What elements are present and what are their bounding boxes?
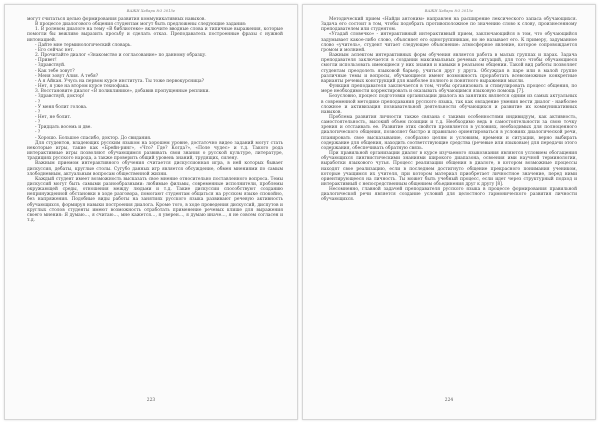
paragraph: - ? xyxy=(35,120,41,126)
paragraph: - Хорошо. Большое спасибо, доктор. До свидания. xyxy=(35,135,152,141)
paragraph: В процессе диалогового общения студентам могут быть предложены следующие задания: xyxy=(35,22,247,28)
paragraph: Методический прием «Найди антоним» направлен на расширение лексического запаса обучающихся. Задача его состоит в том, чтобы подобрать противоположное по значению слово к слову, произнесенному преподавателем или студентом. xyxy=(321,17,577,33)
paragraph: При правильной организации диалог в курсе изучаемого языкознания являются условием обогащения обучающихся лингвистическими знаниями широкого диапазона, освоения ими научной терминологии, выработки языкового чутья. Процесс реализации общения в диалоге, в котором возможные процессы находят свое реализацию, если в последнем достигнуто общение прекрасного понимания учеником, которые учащимся их учителя, при котором материал приобретает личностное значение, перед ними ориентирующееся на личность. Ты может быть учебный процесс, если идет через структурный подход и интерактивный с непосредственным общением объединения друг к другу [8]. xyxy=(321,151,577,187)
paragraph: - Его сейчас нет. xyxy=(35,47,75,53)
right-page xyxy=(302,4,596,420)
paragraph: могут считаться целью формирования развития коммуникативных навыков. xyxy=(27,17,206,22)
paragraph: Важным аспектом интерактивных форм обучения является работа в малых группах и парах. Задача преподавателя заключается в создании максимальных речевых ситуаций, для того чтобы обучающиеся смогли использовать имеющиеся у них знания и навыки в реальном общении. Такой вид работы позволяет студентам преодолеть языковой барьер, учиться друг у друга. Обсуждая в паре или в малой группе различные темы и вопросы, обучающиеся имеют возможность проработать всевозможные конкретные варианты речевых конструкций для наиболее полного и понятного выражения мысли. xyxy=(321,53,577,84)
paragraph: - У меня болит голова. xyxy=(35,104,88,110)
paragraph: Для студентов, владеющих русским языком на хорошем уровне, достаточно видео заданий могут стать некоторые игры, такие как «Брейн-ринг», «Что? Где? Когда?», «Поле чудес» и т.д. Такого рода интерактивные игры позволяют обучающимся развивать свои знания о русской культуре, литературе, традициях русского народа, а также проверить общий уровень знаний, трудящих, силену. xyxy=(27,140,283,162)
paragraph: Проблема развития личности также связана с такими особенностями индивидуум, как активность, самостоятельность, высокий объем позиции и т.д. Необходимо ведь в самостоятельности за свою точку зрения и отстаивать ее. Развитие этих свойств проявляется в условиях, необходимых для полноценного диалогического общения, позволяет быстро и правильно ориентироваться в условиях диалогической речи, планировать свое высказывание, сообразно целям и условиям, времени и ситуации, верно выбирать содержание для общения, находить соответствующие средства (речевые или языковые) для передачи этого содержания, обеспечивать обратную связь. xyxy=(321,114,577,151)
paragraph: Важным приемом интерактивного обучения считается дискуссионная игра, в ней которых бывает дискуссия, дебаты, круглые столы. Сугубо данных игр является обсуждение, обмен мнениями по самым злободневным, актуальным вопросам общественной жизни. xyxy=(27,161,283,177)
paragraph: - ? xyxy=(35,99,41,105)
paragraph: - А я Айкан. Учусь на первом курсе института. Ты тоже первокурсница? xyxy=(35,78,204,84)
paragraph: - Как тебе зовут? xyxy=(35,68,75,74)
paragraph: - ? xyxy=(35,109,41,115)
paragraph: Безусловно, процесс подготовки организации диалога на занятиях является одним из самых актуальных в современной методике преподавания русского языка, так как овладение умения вести диалог - наиболее сложное и активизация познавательной деятельности обучающихся и развитие их коммуникативных навыков. xyxy=(321,94,577,115)
paragraph: - Тридцать восемь и две. xyxy=(35,125,92,131)
page-header: ВАЖИ Хабари №3 2015е xyxy=(126,9,176,13)
left-page xyxy=(4,4,298,420)
page-header: ВАЖИ Хабари №3 2015е xyxy=(424,9,474,13)
paragraph: Каждый студент имеет возможность высказать свое мнение относительно поставленного вопроса. Темы дискуссий могут быть самыми разнообразными: любимые фильмы, современные исполнители, проблемы окружающей среды, отношения между людьми и т.д. Такие дискуссии способствуют созданию непринужденной обстановки в ходе разговора, помогают студентам общаться на русском языке спокойно, без напряжения. Подобные виды работы на занятиях русского языка развивают речевую активность обучающихся, формируя навыки построения диалога. Кроме того, в ходе проведения дискуссий, диспутов и круглых столов студенты имеют возможность отработать применение речевых клише для выражения своего мнения: Я думаю…, я считаю…, мне кажется…, я уверен…, я думаю иначе…, я не совсем согласен и т.д. xyxy=(27,176,283,224)
paragraph: - Дайте мне терминологический словарь. xyxy=(35,42,132,48)
paragraph: 1. В ролевом диалоге на тему «В библиотеке» включите вводные слова и типичные выражения, которые помогли бы вежливо выразить просьбу и сделать отказ. Преподаватель построенные фразы с нужной интонацией. xyxy=(27,27,283,43)
paragraph: Несомненно, главной задачей преподавателя русского языка в процессе формирования правильной диалогической речи является создание условий для целостного гармонического развития личности обучающихся. xyxy=(321,187,577,203)
right-page-body xyxy=(321,17,577,203)
paragraph: «Угадай словечко» - интерактивный интерактивный прием, заключающийся в том, что обучающийся задумывает какое-либо слово, объясняет его одногруппникам, но не называет его. К примеру, задуманное слово «учитель», студент читает следующее объяснение: атмосферное явление, которое сопровождается громом и молнией. xyxy=(321,32,577,53)
paragraph: - ? xyxy=(35,130,41,136)
paragraph: 2. Прочитайте диалог «Знакомство и согласование» по данному образцу. xyxy=(35,53,207,59)
left-page-body xyxy=(27,17,283,223)
paragraph: - Нет, не болит. xyxy=(35,114,72,120)
paragraph: Функция преподавателя заключается в том, чтобы организовать и стимулировать процесс общения, по мере необходимости корректировать и оказывать обучающимся языковую помощь [7]. xyxy=(321,84,577,95)
paragraph: - Привет! xyxy=(35,58,57,64)
paragraph: - Меня зовут Алия. А тебя? xyxy=(35,73,99,79)
paragraph: - Здравствуй. xyxy=(35,63,66,69)
page-number: 223 xyxy=(146,398,156,403)
paragraph: 3. Восстановите диалог «В поликлинике», добавив пропущенные реплики. xyxy=(35,89,210,95)
paragraph: - Нет, я уже на втором курсе технофака. xyxy=(35,84,130,90)
page-number: 224 xyxy=(444,398,454,403)
paragraph: - Здравствуй, доктор! xyxy=(35,94,85,100)
